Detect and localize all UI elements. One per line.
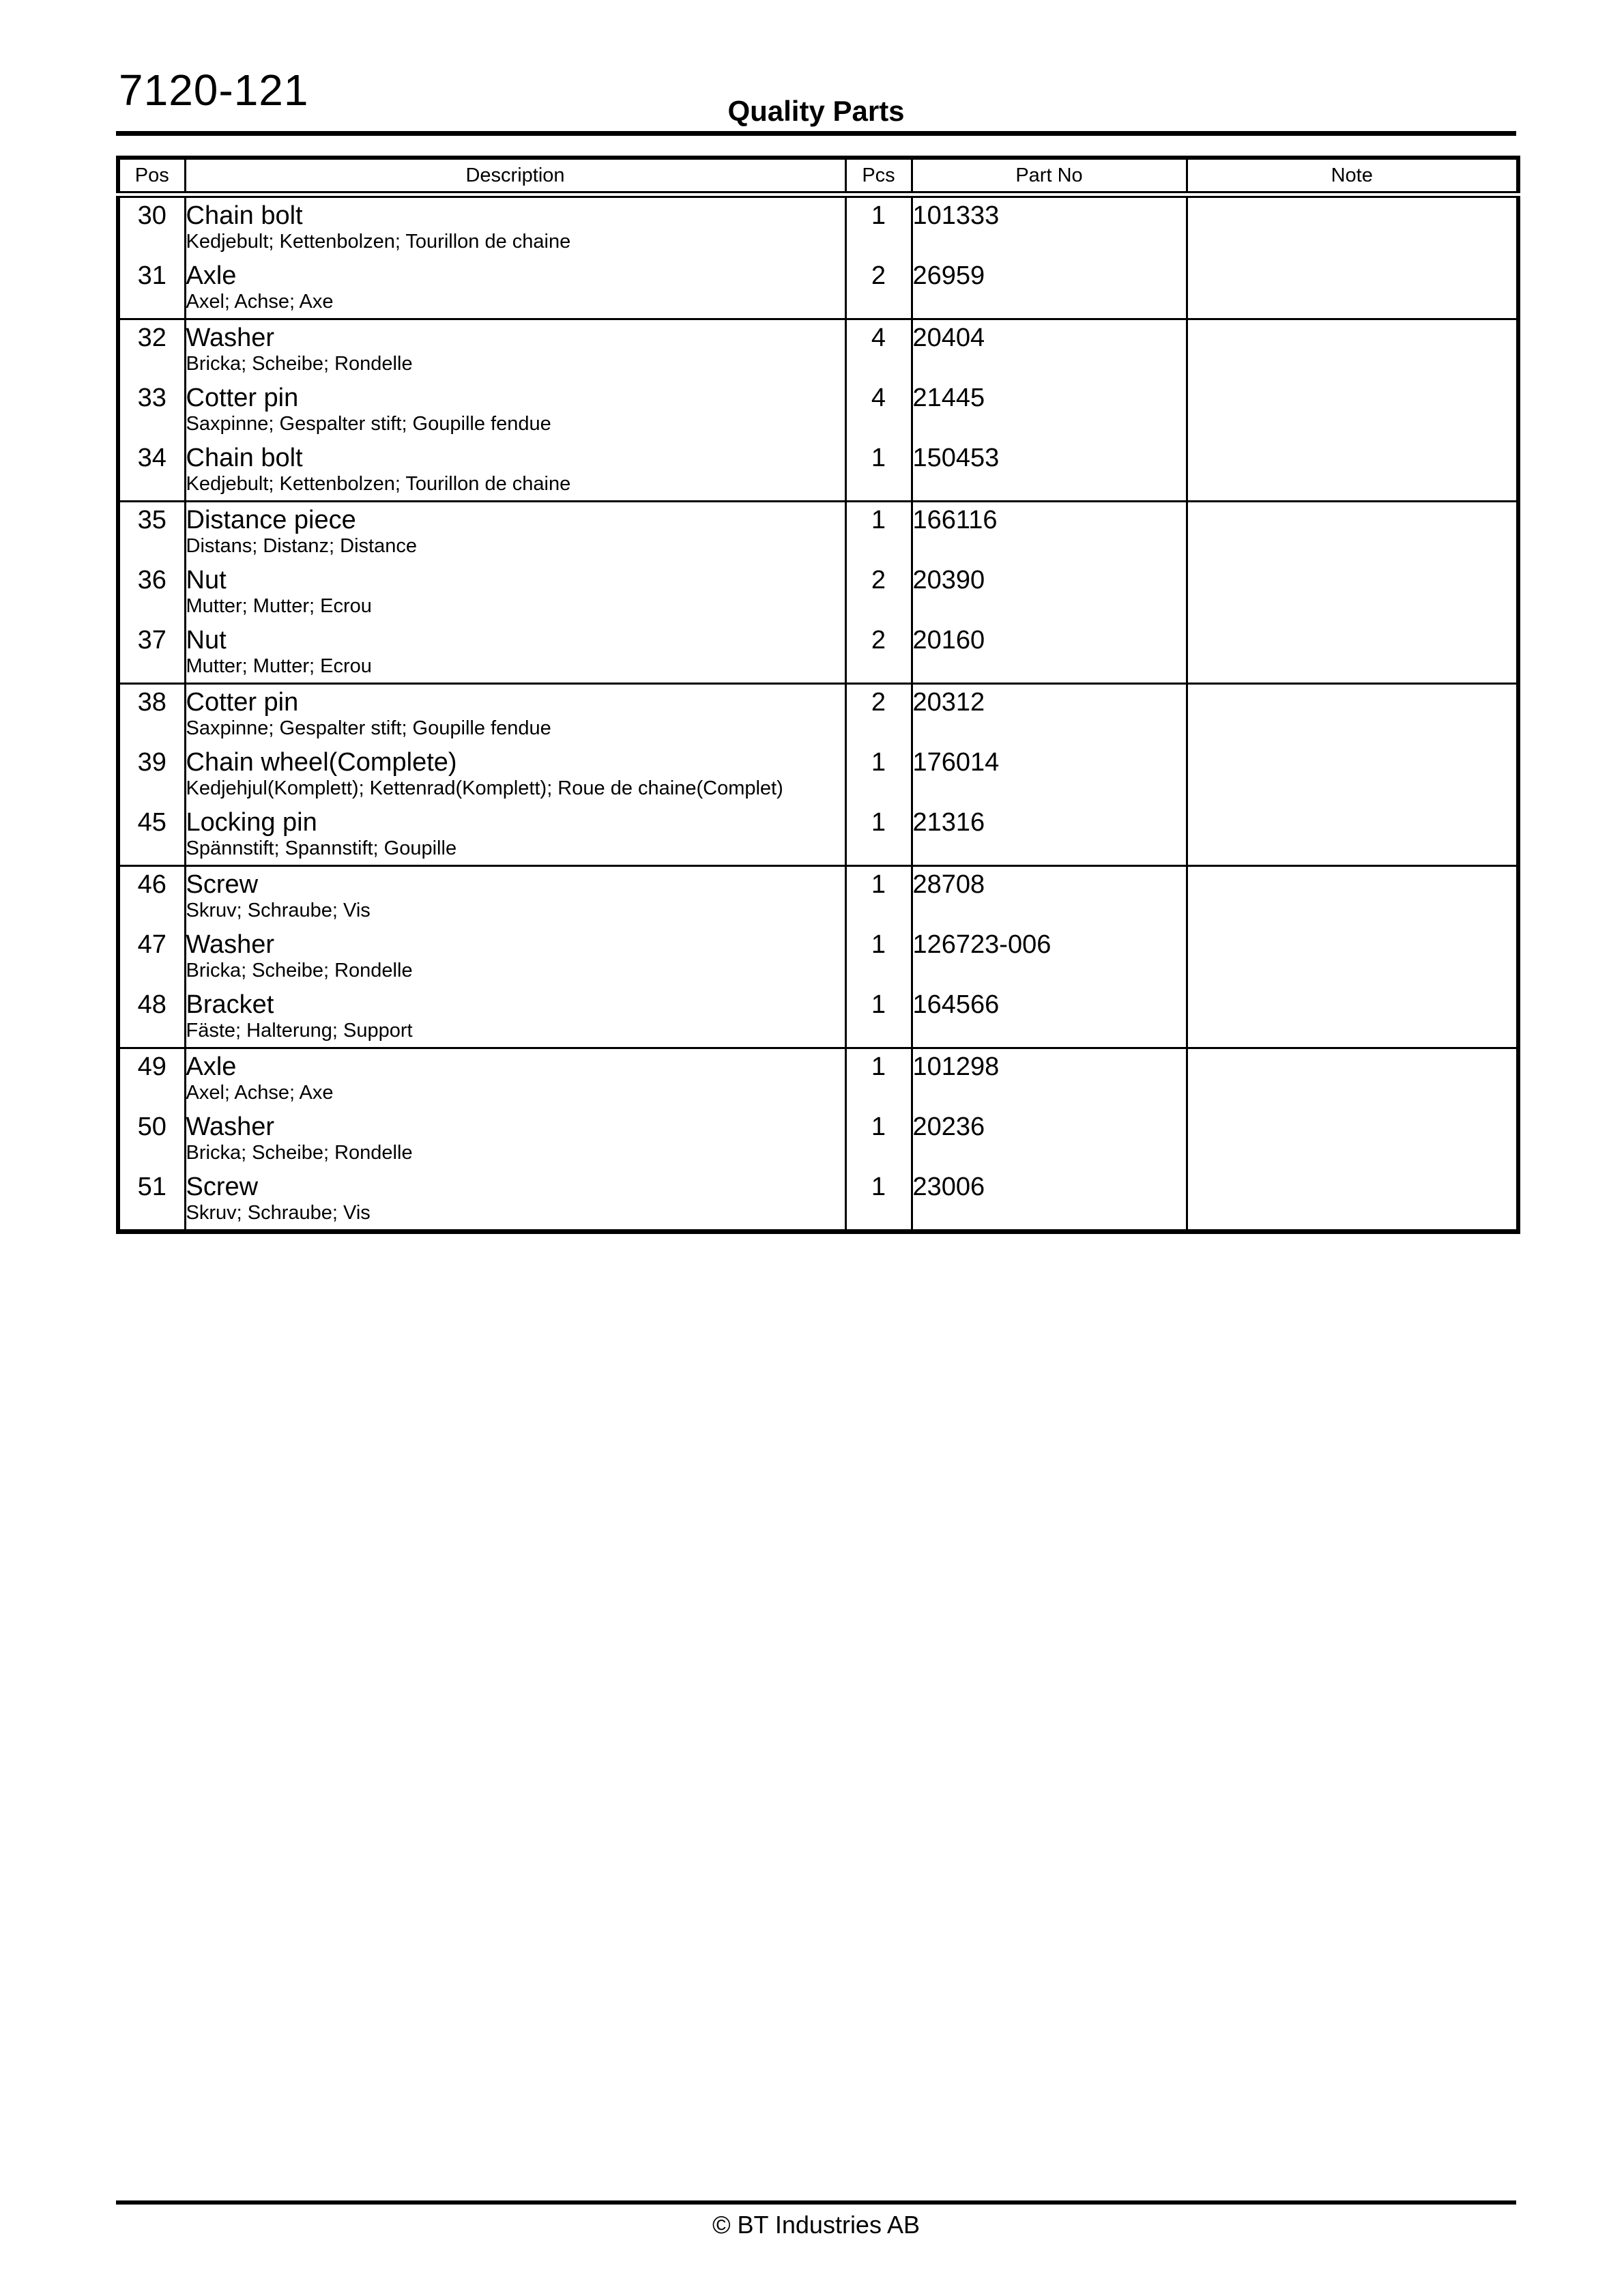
document-number: 7120-121 xyxy=(119,66,309,115)
note-cell xyxy=(1187,684,1518,745)
table-row xyxy=(118,622,1518,684)
description-translations: Distans; Distanz; Distance xyxy=(186,535,417,557)
description-main: Cotter pin xyxy=(186,688,299,717)
table-row xyxy=(118,195,1518,258)
description-cell xyxy=(185,684,845,745)
description-cell xyxy=(185,866,845,928)
pcs-cell: 4 xyxy=(845,319,912,381)
table-row xyxy=(118,684,1518,745)
description-cell xyxy=(185,745,845,805)
description-main: Locking pin xyxy=(186,808,317,837)
note-cell xyxy=(1187,927,1518,987)
description-translations: Bricka; Scheibe; Rondelle xyxy=(186,1142,413,1164)
part-no-cell: 101333 xyxy=(912,195,1187,258)
description-translations: Skruv; Schraube; Vis xyxy=(186,900,371,921)
pos-cell: 32 xyxy=(118,319,185,381)
pcs-cell: 1 xyxy=(845,502,912,563)
column-header-note: Note xyxy=(1187,158,1518,195)
pos-cell: 50 xyxy=(118,1109,185,1169)
table-row xyxy=(118,562,1518,622)
note-cell xyxy=(1187,1169,1518,1232)
pcs-cell: 1 xyxy=(845,987,912,1048)
table-row xyxy=(118,1169,1518,1232)
copyright-notice: © BT Industries AB xyxy=(712,2211,920,2239)
pos-cell: 30 xyxy=(118,195,185,258)
pcs-cell: 4 xyxy=(845,380,912,440)
pcs-cell: 1 xyxy=(845,866,912,928)
table-row xyxy=(118,927,1518,987)
description-main: Axle xyxy=(186,261,237,290)
table-header-row xyxy=(118,158,1518,195)
description-translations: Mutter; Mutter; Ecrou xyxy=(186,655,372,677)
description-translations: Fäste; Halterung; Support xyxy=(186,1020,413,1042)
pos-cell: 47 xyxy=(118,927,185,987)
pcs-cell: 1 xyxy=(845,805,912,866)
table-row xyxy=(118,866,1518,928)
part-no-cell: 164566 xyxy=(912,987,1187,1048)
description-cell xyxy=(185,927,845,987)
pcs-cell: 2 xyxy=(845,562,912,622)
description-translations: Mutter; Mutter; Ecrou xyxy=(186,595,372,617)
description-cell xyxy=(185,1169,845,1232)
pcs-cell: 2 xyxy=(845,622,912,684)
pos-cell: 35 xyxy=(118,502,185,563)
part-no-cell: 26959 xyxy=(912,258,1187,319)
part-no-cell: 21445 xyxy=(912,380,1187,440)
table-row xyxy=(118,380,1518,440)
description-main: Washer xyxy=(186,324,275,352)
note-cell xyxy=(1187,1048,1518,1110)
pos-cell: 51 xyxy=(118,1169,185,1232)
table-row xyxy=(118,502,1518,563)
note-cell xyxy=(1187,622,1518,684)
pcs-cell: 2 xyxy=(845,684,912,745)
part-no-cell: 21316 xyxy=(912,805,1187,866)
part-no-cell: 166116 xyxy=(912,502,1187,563)
table-row xyxy=(118,745,1518,805)
pos-cell: 36 xyxy=(118,562,185,622)
description-translations: Bricka; Scheibe; Rondelle xyxy=(186,960,413,981)
note-cell xyxy=(1187,380,1518,440)
description-cell xyxy=(185,1109,845,1169)
note-cell xyxy=(1187,866,1518,928)
description-translations: Bricka; Scheibe; Rondelle xyxy=(186,353,413,375)
pcs-cell: 1 xyxy=(845,745,912,805)
description-translations: Spännstift; Spannstift; Goupille xyxy=(186,837,457,859)
description-main: Washer xyxy=(186,930,275,959)
description-main: Axle xyxy=(186,1052,237,1081)
table-row xyxy=(118,440,1518,502)
table-row xyxy=(118,805,1518,866)
description-cell xyxy=(185,440,845,502)
note-cell xyxy=(1187,195,1518,258)
table-row xyxy=(118,1048,1518,1110)
description-translations: Kedjebult; Kettenbolzen; Tourillon de chaine xyxy=(186,473,571,495)
table-row xyxy=(118,1109,1518,1169)
description-cell xyxy=(185,195,845,258)
description-translations: Axel; Achse; Axe xyxy=(186,291,334,313)
pcs-cell: 1 xyxy=(845,927,912,987)
part-no-cell: 20236 xyxy=(912,1109,1187,1169)
pcs-cell: 1 xyxy=(845,1169,912,1232)
column-header-pos: Pos xyxy=(118,158,185,195)
note-cell xyxy=(1187,987,1518,1048)
note-cell xyxy=(1187,258,1518,319)
description-main: Washer xyxy=(186,1113,275,1141)
description-main: Distance piece xyxy=(186,506,356,534)
pos-cell: 31 xyxy=(118,258,185,319)
description-translations: Kedjebult; Kettenbolzen; Tourillon de chaine xyxy=(186,231,571,253)
part-no-cell: 20160 xyxy=(912,622,1187,684)
description-translations: Saxpinne; Gespalter stift; Goupille fendue xyxy=(186,413,551,435)
description-cell xyxy=(185,258,845,319)
pos-cell: 39 xyxy=(118,745,185,805)
description-cell xyxy=(185,319,845,381)
description-translations: Saxpinne; Gespalter stift; Goupille fendue xyxy=(186,717,551,739)
note-cell xyxy=(1187,440,1518,502)
note-cell xyxy=(1187,745,1518,805)
pcs-cell: 2 xyxy=(845,258,912,319)
description-translations: Axel; Achse; Axe xyxy=(186,1082,334,1104)
description-main: Chain bolt xyxy=(186,201,303,230)
table-row xyxy=(118,319,1518,381)
description-main: Screw xyxy=(186,1173,259,1201)
description-cell xyxy=(185,1048,845,1110)
description-main: Nut xyxy=(186,566,227,594)
part-no-cell: 176014 xyxy=(912,745,1187,805)
part-no-cell: 20390 xyxy=(912,562,1187,622)
note-cell xyxy=(1187,805,1518,866)
table-row xyxy=(118,987,1518,1048)
column-header-description: Description xyxy=(185,158,845,195)
part-no-cell: 126723-006 xyxy=(912,927,1187,987)
pos-cell: 46 xyxy=(118,866,185,928)
footer-rule xyxy=(116,2200,1516,2205)
description-cell xyxy=(185,805,845,866)
pos-cell: 45 xyxy=(118,805,185,866)
description-cell xyxy=(185,622,845,684)
description-translations: Skruv; Schraube; Vis xyxy=(186,1202,371,1224)
pcs-cell: 1 xyxy=(845,195,912,258)
description-cell xyxy=(185,987,845,1048)
pos-cell: 48 xyxy=(118,987,185,1048)
part-no-cell: 150453 xyxy=(912,440,1187,502)
description-main: Screw xyxy=(186,870,259,899)
pcs-cell: 1 xyxy=(845,440,912,502)
column-header-part-no: Part No xyxy=(912,158,1187,195)
part-no-cell: 20404 xyxy=(912,319,1187,381)
note-cell xyxy=(1187,562,1518,622)
pos-cell: 38 xyxy=(118,684,185,745)
part-no-cell: 23006 xyxy=(912,1169,1187,1232)
pcs-cell: 1 xyxy=(845,1048,912,1110)
part-no-cell: 101298 xyxy=(912,1048,1187,1110)
page-title: Quality Parts xyxy=(727,95,905,127)
column-header-pcs: Pcs xyxy=(845,158,912,195)
description-main: Chain wheel(Complete) xyxy=(186,748,457,777)
description-cell xyxy=(185,502,845,563)
description-main: Chain bolt xyxy=(186,444,303,472)
note-cell xyxy=(1187,319,1518,381)
pcs-cell: 1 xyxy=(845,1109,912,1169)
table-row xyxy=(118,258,1518,319)
description-main: Bracket xyxy=(186,990,274,1019)
description-main: Cotter pin xyxy=(186,384,299,412)
part-no-cell: 20312 xyxy=(912,684,1187,745)
description-translations: Kedjehjul(Komplett); Kettenrad(Komplett); Roue de chaine(Complet) xyxy=(186,777,783,799)
description-cell xyxy=(185,380,845,440)
part-no-cell: 28708 xyxy=(912,866,1187,928)
header-rule xyxy=(116,131,1516,136)
pos-cell: 49 xyxy=(118,1048,185,1110)
parts-table xyxy=(116,156,1520,1234)
pos-cell: 34 xyxy=(118,440,185,502)
description-main: Nut xyxy=(186,626,227,655)
note-cell xyxy=(1187,502,1518,563)
pos-cell: 37 xyxy=(118,622,185,684)
note-cell xyxy=(1187,1109,1518,1169)
pos-cell: 33 xyxy=(118,380,185,440)
description-cell xyxy=(185,562,845,622)
